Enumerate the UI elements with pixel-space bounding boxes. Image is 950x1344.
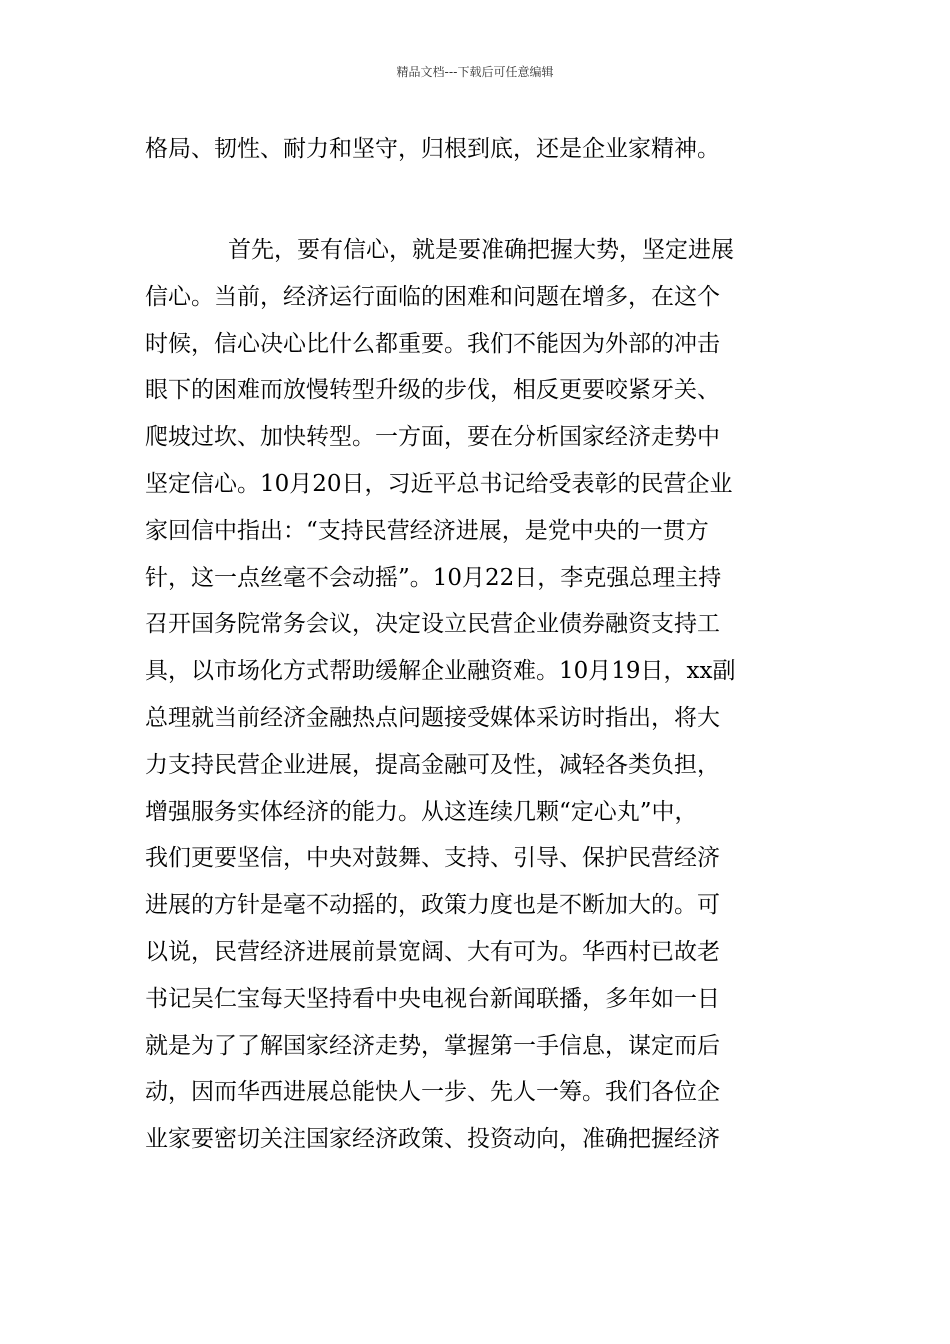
text-line: 针，这一点丝毫不会动摇”。10月22日，李克强总理主持 [145, 564, 722, 591]
text-line: 进展的方针是毫不动摇的，政策力度也是不断加大的。可 [145, 892, 720, 919]
text-line: 首先，要有信心，就是要准确把握大势，坚定进展 [228, 237, 734, 263]
text-line: 总理就当前经济金融热点问题接受媒体采访时指出，将大 [145, 704, 720, 731]
text-line: 我们更要坚信，中央对鼓舞、支持、引导、保护民营经济 [145, 845, 720, 872]
text-line: 眼下的困难而放慢转型升级的步伐，相反更要咬紧牙关、 [145, 377, 720, 404]
text-line: 就是为了了解国家经济走势，掌握第一手信息，谋定而后 [145, 1032, 720, 1059]
text-line: 信心。当前，经济运行面临的困难和问题在增多，在这个 [145, 283, 720, 310]
page-header: 精品文档---下载后可任意编辑 [396, 65, 554, 79]
text-line: 力支持民营企业进展，提高金融可及性，减轻各类负担， [145, 751, 720, 778]
text-line: 时候，信心决心比什么都重要。我们不能因为外部的冲击 [145, 330, 720, 357]
text-line: 动，因而华西进展总能快人一步、先人一筹。我们各位企 [145, 1079, 720, 1106]
paragraph-continuation: 格局、韧性、耐力和坚守，归根到底，还是企业家精神。 [145, 136, 720, 162]
text-line: 爬坡过坎、加快转型。一方面，要在分析国家经济走势中 [145, 424, 720, 451]
text-line: 具，以市场化方式帮助缓解企业融资难。10月19日，xx副 [145, 658, 736, 685]
text-line: 坚定信心。10月20日，习近平总书记给受表彰的民营企业 [145, 470, 733, 497]
text-line: 召开国务院常务会议，决定设立民营企业债券融资支持工 [145, 611, 720, 638]
text-line: 增强服务实体经济的能力。从这连续几颗“定心丸”中， [145, 798, 698, 825]
text-line: 以说，民营经济进展前景宽阔、大有可为。华西村已故老 [145, 938, 720, 965]
text-line: 家回信中指出：“支持民营经济进展，是党中央的一贯方 [145, 517, 709, 544]
main-paragraph [145, 227, 810, 1163]
text-line: 业家要密切关注国家经济政策、投资动向，准确把握经济 [145, 1126, 720, 1153]
text-line: 书记吴仁宝每天坚持看中央电视台新闻联播，多年如一日 [145, 985, 720, 1012]
